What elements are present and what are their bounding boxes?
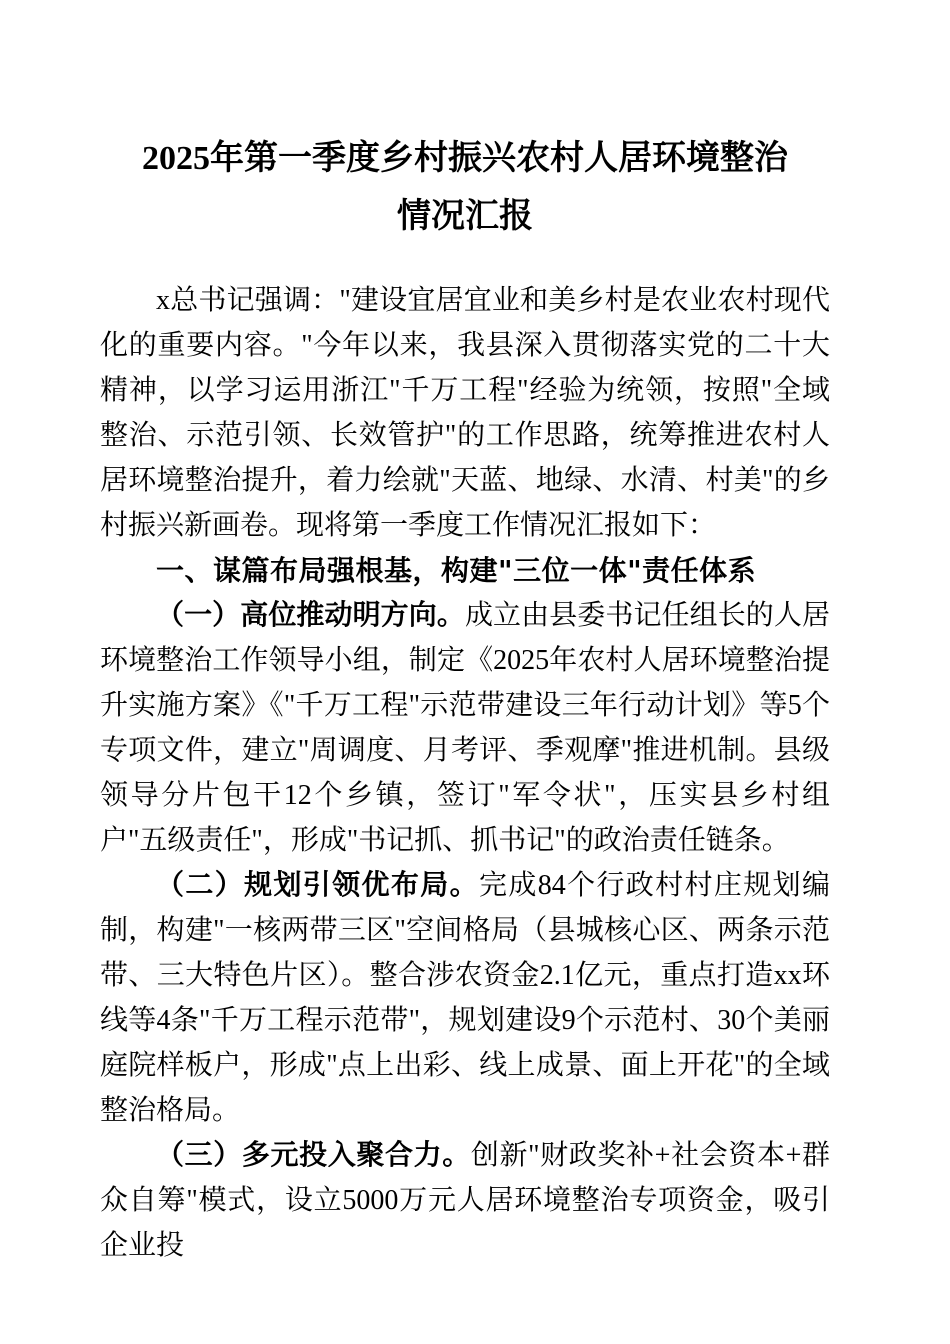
intro-paragraph: x总书记强调："建设宜居宜业和美乡村是农业农村现代化的重要内容。"今年以来，我县深入贯彻落实党的二十大精神，以学习运用浙江"千万工程"经验为统领，按照"全域整治、示范引领、长效管护"的工作思路，统筹推进农村人居环境整治提升，着力绘就"天蓝、地绿、水清、村美"的乡村振兴新画卷。现将第一季度工作情况汇报如下： [100,285,830,541]
subsection-1-lead: （一）高位推动明方向。 [156,600,465,631]
document-title [100,130,830,246]
subsection-paragraph-1 [100,593,830,863]
subsection-3-lead: （三）多元投入聚合力。 [156,1140,471,1171]
document-title-line-2: 情况汇报 [397,198,533,235]
subsection-2-lead: （二）规划引领优布局。 [156,870,479,901]
subsection-2-text: 完成84个行政村村庄规划编制，构建"一核两带三区"空间格局（县城核心区、两条示范带、三大特色片区）。整合涉农资金2.1亿元，重点打造xx环线等4条"千万工程示范带"，规划建设9个示范村、30个美丽庭院样板户，形成"点上出彩、线上成景、面上开花"的全域整治格局。 [100,870,830,1126]
section-1-heading: 一、谋篇布局强根基，构建"三位一体"责任体系 [156,554,757,587]
subsection-paragraph-2 [100,863,830,1133]
subsection-1-text: 成立由县委书记任组长的人居环境整治工作领导小组，制定《2025年农村人居环境整治提升实施方案》《"千万工程"示范带建设三年行动计划》等5个专项文件，建立"周调度、月考评、季观摩"推进机制。县级领导分片包干12个乡镇，签订"军令状"，压实县乡村组户"五级责任"，形成"书记抓、抓书记"的政治责任链条。 [100,600,830,856]
document-title-line-1: 2025年第一季度乡村振兴农村人居环境整治 [142,140,788,177]
subsection-paragraph-3 [100,1133,830,1268]
document-body [100,278,830,1268]
subsection-3-text: 创新"财政奖补+社会资本+群众自筹"模式，设立5000万元人居环境整治专项资金，吸引企业投 [100,1140,830,1261]
